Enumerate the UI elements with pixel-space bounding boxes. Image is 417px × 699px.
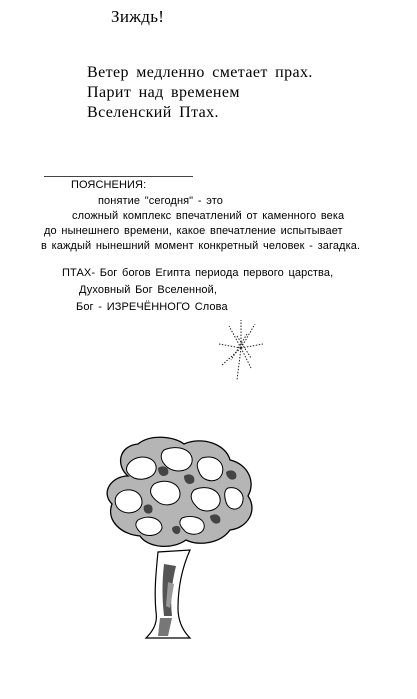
ptah-line-3: Бог - ИЗРЕЧЁННОГО Слова (76, 301, 228, 313)
ptah-line-1: ПТАХ- Бог богов Египта периода первого царства, (62, 267, 334, 279)
star-sketch (217, 318, 265, 382)
notes-line-2: сложный комплекс впечатлений от каменного века (72, 210, 345, 222)
notes-line-3: до нынешнего времени, какое впечатление испытывает (44, 225, 343, 237)
poem-line-1: Ветер медленно сметает прах. (87, 64, 313, 81)
notes-divider (44, 176, 193, 177)
notes-heading: ПОЯСНЕНИЯ: (71, 179, 147, 191)
poem-line-2: Парит над временем (87, 84, 240, 101)
notes-line-1: понятие "сегодня" - это (98, 195, 223, 207)
tree-sketch (98, 432, 276, 646)
poem-line-3: Вселенский Птах. (87, 104, 219, 121)
notes-line-4: в каждый нынешний момент конкретный человек - загадка. (41, 240, 361, 252)
ptah-line-2: Духовный Бог Вселенной, (79, 284, 218, 296)
poem-title: Зиждь! (111, 7, 165, 26)
